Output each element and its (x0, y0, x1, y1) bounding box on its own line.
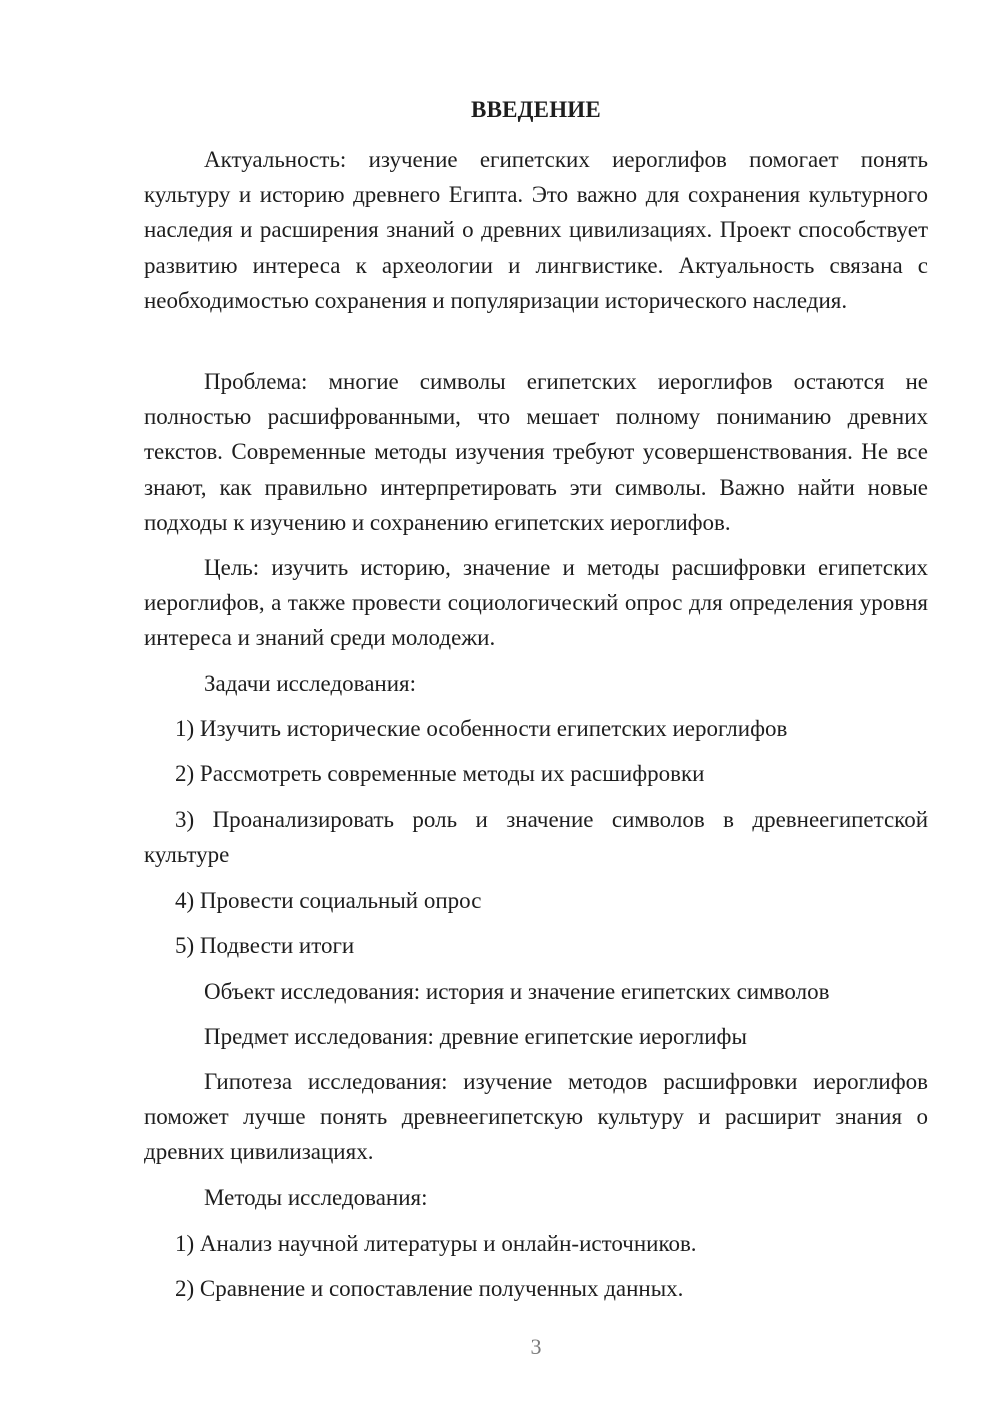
methods-heading: Методы исследования: (204, 1185, 428, 1210)
research-subject: Предмет исследования: древние египетские иероглифы (204, 1024, 747, 1049)
problem-paragraph: Проблема: многие символы египетских иероглифов остаются не полностью расшифрованными, что мешает полному пониманию древних текстов. Современные методы изучения требуют усовершенствования. Не все знают, как правильно интерпретировать эти символы. Важно найти новые подходы к изучению и сохранению египетских иероглифов. (144, 369, 928, 535)
method-item: 2) Сравнение и сопоставление полученных данных. (175, 1276, 684, 1301)
task-item: 3) Проанализировать роль и значение символов в древнеегипетской культуре (144, 807, 928, 868)
task-item: 4) Провести социальный опрос (175, 888, 482, 913)
page-heading: ВВЕДЕНИЕ (471, 97, 601, 122)
task-item: 5) Подвести итоги (175, 933, 355, 958)
research-hypothesis: Гипотеза исследования: изучение методов расшифровки иероглифов поможет лучше понять древнеегипетскую культуру и расширит знания о древних цивилизациях. (144, 1069, 928, 1165)
tasks-heading: Задачи исследования: (204, 671, 417, 696)
relevance-paragraph: Актуальность: изучение египетских иероглифов помогает понять культуру и историю древнего Египта. Это важно для сохранения культурного наследия и расширения знаний о древних цивилизациях. Проект способствует развитию интереса к археологии и лингвистике. Актуальность связана с необходимостью сохранения и популяризации исторического наследия. (144, 147, 928, 313)
task-item: 1) Изучить исторические особенности египетских иероглифов (175, 716, 788, 741)
document-page (144, 0, 928, 1414)
method-item: 1) Анализ научной литературы и онлайн-источников. (175, 1231, 697, 1256)
research-object: Объект исследования: история и значение египетских символов (204, 979, 830, 1004)
goal-paragraph: Цель: изучить историю, значение и методы расшифровки египетских иероглифов, а также провести социологический опрос для определения уровня интереса и знаний среди молодежи. (144, 555, 928, 651)
task-item: 2) Рассмотреть современные методы их расшифровки (175, 761, 705, 786)
page-number: 3 (530, 1334, 542, 1359)
